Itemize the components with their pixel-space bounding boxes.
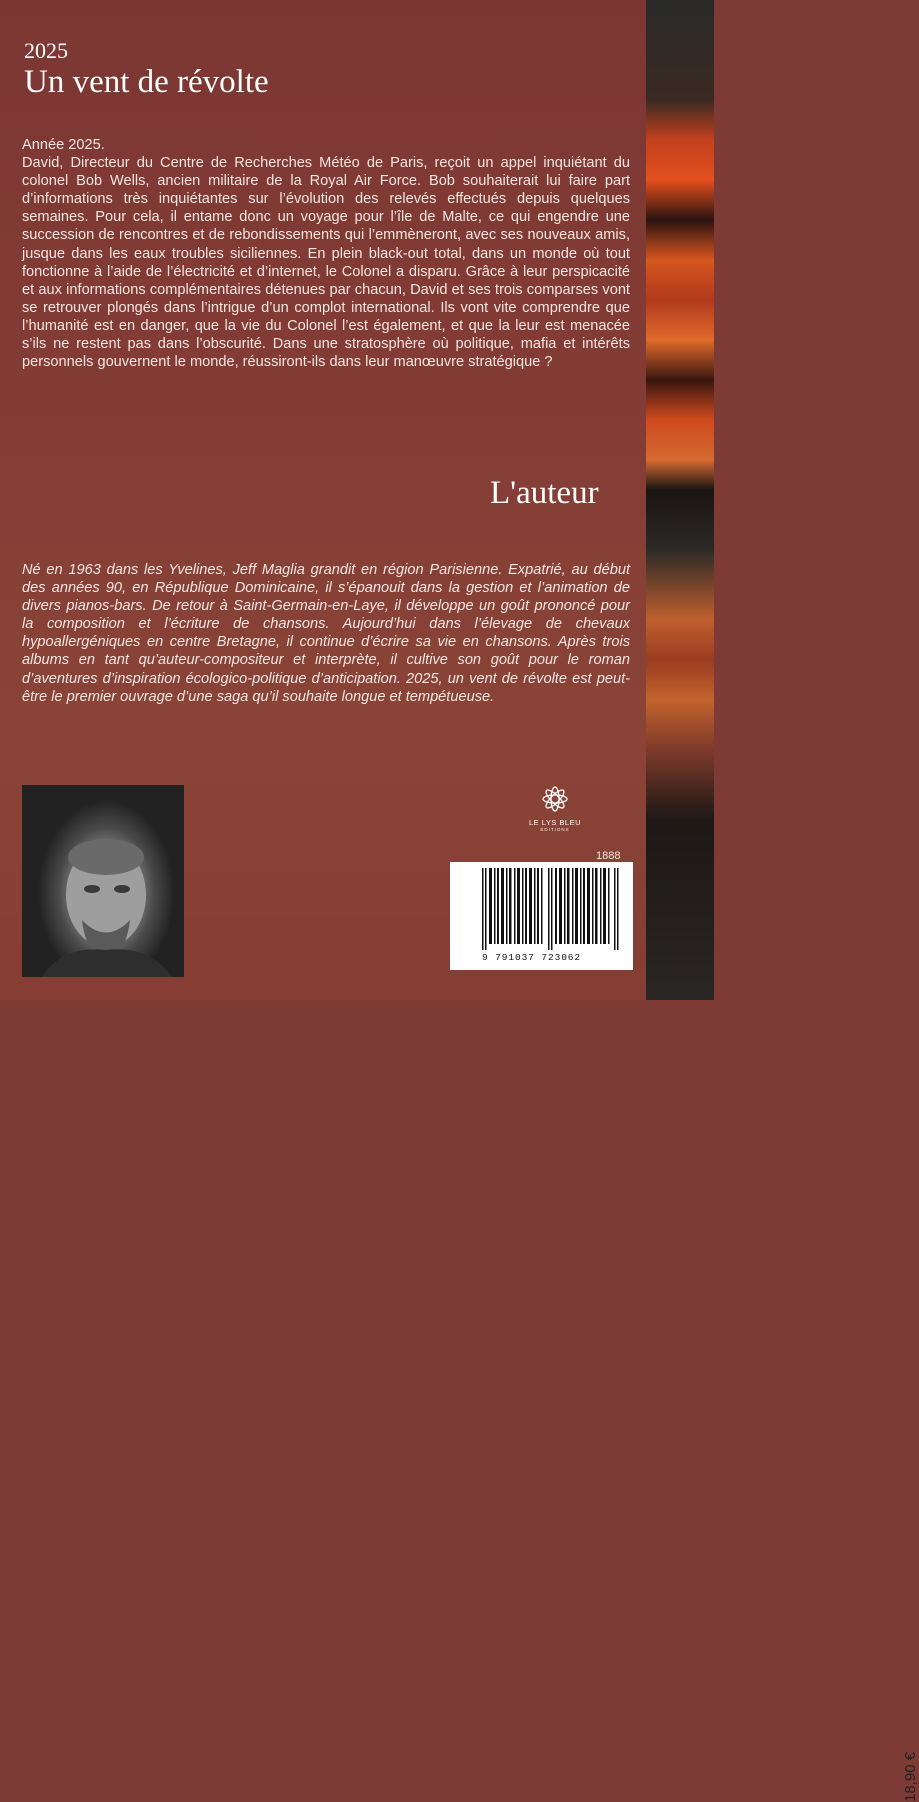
book-summary [22,136,630,371]
author-photo [22,785,184,977]
reference-number: 1888 [596,850,621,862]
publisher-logo [520,782,590,852]
publisher-sub: ÉDITIONS [540,827,570,832]
book-title: Un vent de révolte [24,64,269,100]
title-year: 2025 [24,38,68,63]
isbn-number: 9 791037 723062 [482,952,582,963]
barcode-label [450,862,919,1802]
publisher-name: LE LYS BLEU [528,818,582,827]
price-label: 18,90 € [902,1751,919,1802]
lotus-icon [538,782,572,816]
summary-body: David, Directeur du Centre de Recherches Météo de Paris, reçoit un appel inquiétant du colonel Bob Wells, ancien militaire de la Royal Air Force. Bob souhaiterait lui faire part d’informations très inquiétantes sur l’évolution des relevés effectués depuis quelques semaines. Pour cela, il entame donc un voyage pour l’île de Malte, ce qui engendre une succession de rencontres et de rebondissements qui l’emmèneront, avec ses nouveaux amis, jusque dans les eaux troubles siciliennes. En plein black-out total, dans un monde où tout fonctionne à l’aide de l’électricité et d’internet, le Colonel a disparu. Grâce à leur perspicacité et aux informations complémentaires détenues par chacun, David et ses trois comparses vont se retrouver plongés dans l’intrigue d’un complot international. Ils vont vite comprendre que l’humanité est en danger, que la vie du Colonel l’est également, et que la leur est menacée s’ils ne restent pas dans l’obscurité. Dans une stratosphère où politique, mafia et intérêts personnels gouvernent le monde, réussiront-ils dans leur manœuvre stratégique ? [22,155,630,371]
barcode-bars [482,868,622,950]
author-bio: Né en 1963 dans les Yvelines, Jeff Maglia grandit en région Parisienne. Expatrié, au début des années 90, en République Dominicaine, il s’épanouit dans la gestion et l’animation de divers pianos-bars. De retour à Saint-Germain-en-Laye, il développe un goût prononcé pour la composition et l’écriture de chansons. Aujourd’hui dans l’élevage de chevaux hypoallergéniques en centre Bretagne, il continue d’écrire sa vie en chansons. Après trois albums en tant qu’auteur-compositeur et interprète, il cultive son goût pour le roman d’aventures d’inspiration écologico-politique d’anticipation. 2025, un vent de révolte est peut-être le premier ouvrage d’une saga qu’il souhaite longue et tempétueuse. [22,562,630,705]
author-heading: L'auteur [490,475,599,511]
summary-lead: Année 2025. [22,137,105,153]
sunset-strip [646,0,714,1000]
